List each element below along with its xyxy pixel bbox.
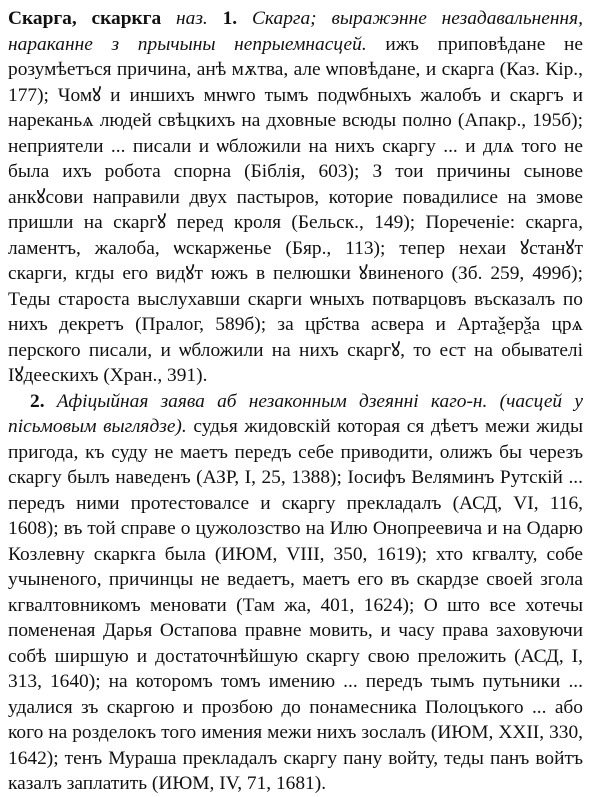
- grammar-label: наз.: [176, 8, 208, 29]
- sense-definition: Афіцыйная заява аб незаконным дзеянні каго-н. (часцей у пісьмовым выглядзе).: [8, 390, 583, 437]
- headword: Скарга, скаркга: [8, 8, 162, 29]
- sense-number: 1.: [222, 8, 238, 29]
- sense-1-paragraph: [8, 6, 583, 389]
- sense-citations: ижъ приповѣдане не розумѣетъся причина, анѣ мѫтва, але ѡповѣдане, и скарга (Каз. Кір., 177); Чомꙋ и иншихъ мнѡго тымъ подѡбныхъ жалобъ и скаргъ и нареканьѧ людей свѣцкихъ на дховные всюды полно (Апакр., 195б); неприятели ... писали и ѡбложили на нихъ скаргу ... и длѧ того не была ихъ робота спорна (Біблія, 603); З тои причины сынове анкꙋсови направили двух пастыров, которие повадилисе на змове пришли на скаргꙋ перед кроля (Бельск., 149); Пореченіе: скарга, ламентъ, жалоба, ѡскарженье (Бяр., 113); тепер нехаи ꙋстанꙋт скарги, кгды его видꙋт южъ в пелюшки ꙋвиненого (Зб. 259, 499б); Теды староста выслухавши скарги ѡныхъ потварцовъ въсказалъ по нихъ декретъ (Пралог, 589б); за цр҃ства асвера и Артаѯерѯа црѧ перского писали, и ѡбложили на нихъ скаргꙋ, то ест на обывателі Іꙋдеескихъ (Хран., 391).: [8, 33, 583, 386]
- sense-citations: судья жидовскій которая ся дѣетъ межи жиды пригода, къ суду не маетъ передъ себе приводити, олижъ бы черезъ скаргу былъ наведенъ (АЗР, I, 25, 1388); Іосифъ Веляминъ Рутскій ... передъ ними протестовалсе и скаргу прекладалъ (АСД, VI, 116, 1608); въ той справе о цужолозство на Илю Онопреевича и на Одарю Козлевну скаркга была (ИЮМ, VIII, 350, 1619); хто кгвалту, собе учыненого, причинцы не ведаетъ, маетъ его въ скардзе своей згола кгвалтовникомъ меновати (Там жа, 401, 1624); О што все хотечы помененая Дарья Остапова правне мовить, и часу права заховуючи собѣ ширшую и достаточнѣйшую скаргу свою преложить (АСД, I, 313, 1640); на которомъ томъ имению ... передъ тымъ путьники ... удалися зъ скаргою и прозбою до понамесника Полоцъкого ... або кого на розделокъ того имения межи нихъ зослалъ (ИЮМ, XXII, 330, 1642); тенъ Мураша прекладалъ скаргу пану войту, теды панъ войтъ казалъ заплатить (ИЮМ, IV, 71, 1681).: [8, 416, 583, 794]
- sense-definition: Скарга; выражэнне незадавальнення, нараканне з прычыны непрыемнасцей.: [8, 8, 583, 55]
- sense-2-paragraph: [8, 389, 583, 797]
- sense-number: 2.: [30, 390, 45, 412]
